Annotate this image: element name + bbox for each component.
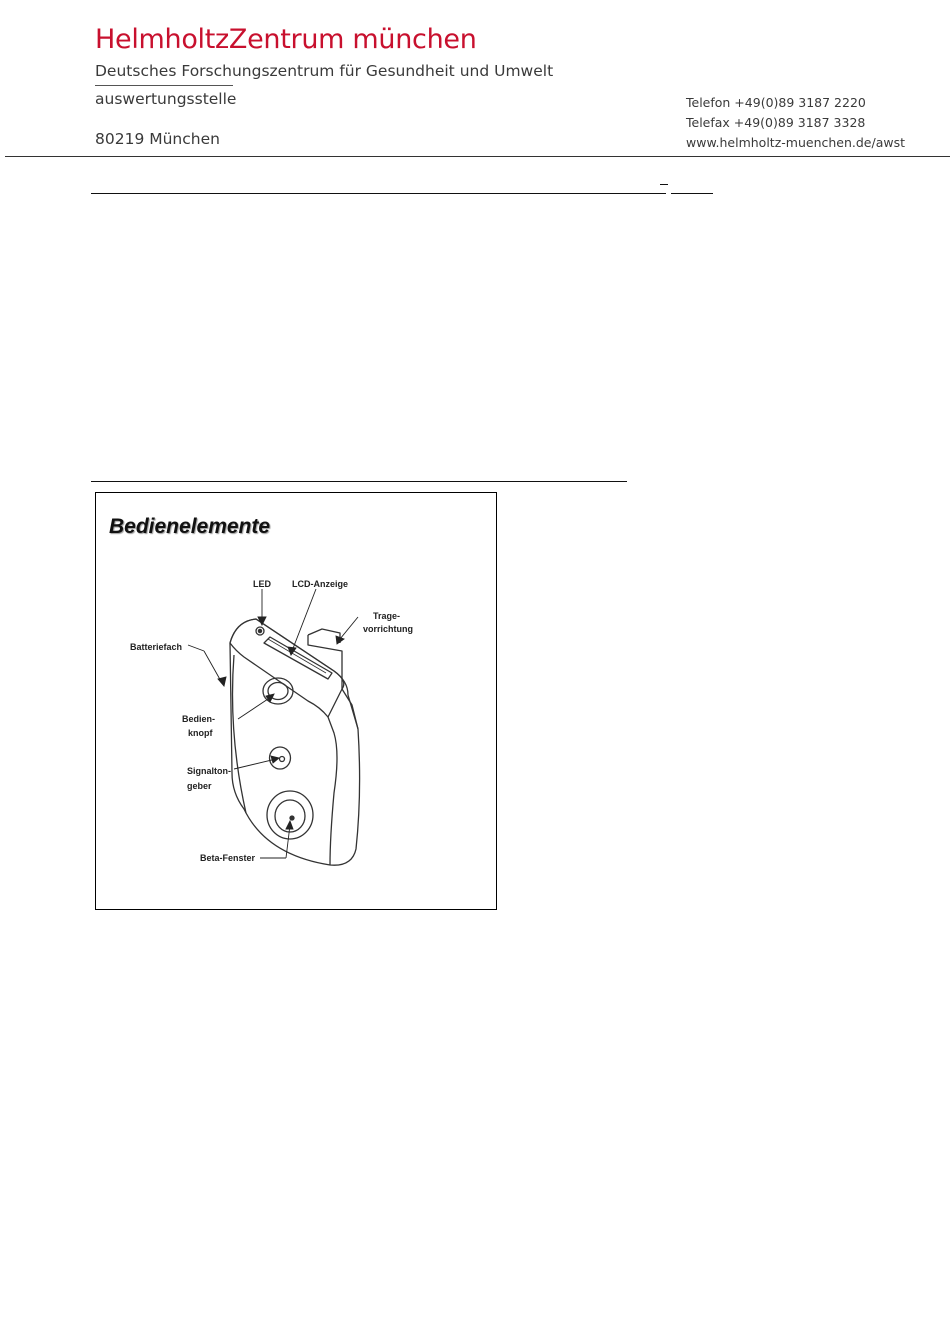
document-rule-middle <box>91 481 627 482</box>
label-led: LED <box>253 579 271 589</box>
label-trage-2: vorrichtung <box>363 624 414 634</box>
city-address: 80219 München <box>95 130 220 148</box>
label-lcd: LCD-Anzeige <box>292 579 348 589</box>
label-beta: Beta-Fenster <box>200 853 256 863</box>
department-divider <box>95 85 233 86</box>
header-divider <box>5 156 950 157</box>
lcd-display <box>264 637 332 679</box>
brand-logo-text: HelmholtzZentrum münchen <box>95 24 477 55</box>
contact-block <box>686 93 905 153</box>
dosimeter-illustration <box>96 493 498 911</box>
label-signal-1: Signalton- <box>187 766 231 776</box>
department-name: auswertungsstelle <box>95 90 237 108</box>
label-signal-2: geber <box>187 781 212 791</box>
device-figure <box>95 492 497 910</box>
device-top-face <box>230 619 344 717</box>
document-rule-dash <box>660 184 668 185</box>
label-trage-1: Trage- <box>373 611 401 621</box>
label-bedien-2: knopf <box>188 728 213 738</box>
leader-trage <box>340 617 358 639</box>
contact-web: www.helmholtz-muenchen.de/awst <box>686 135 906 150</box>
organization-subtitle: Deutsches Forschungszentrum für Gesundheit und Umwelt <box>95 62 554 80</box>
contact-phone: Telefon +49(0)89 3187 2220 <box>686 95 866 110</box>
label-batterie: Batteriefach <box>130 642 183 652</box>
label-bedien-1: Bedien- <box>182 714 216 724</box>
leader-signal <box>234 759 276 769</box>
document-rule-top-end <box>671 193 713 194</box>
figure-title: Bedienelemente <box>109 515 271 538</box>
leader-lcd <box>292 589 316 651</box>
device-body <box>230 619 360 865</box>
contact-fax: Telefax +49(0)89 3187 3328 <box>686 115 866 130</box>
leader-bedien <box>238 697 271 719</box>
document-rule-top <box>91 193 666 194</box>
leader-batterie <box>188 645 204 651</box>
